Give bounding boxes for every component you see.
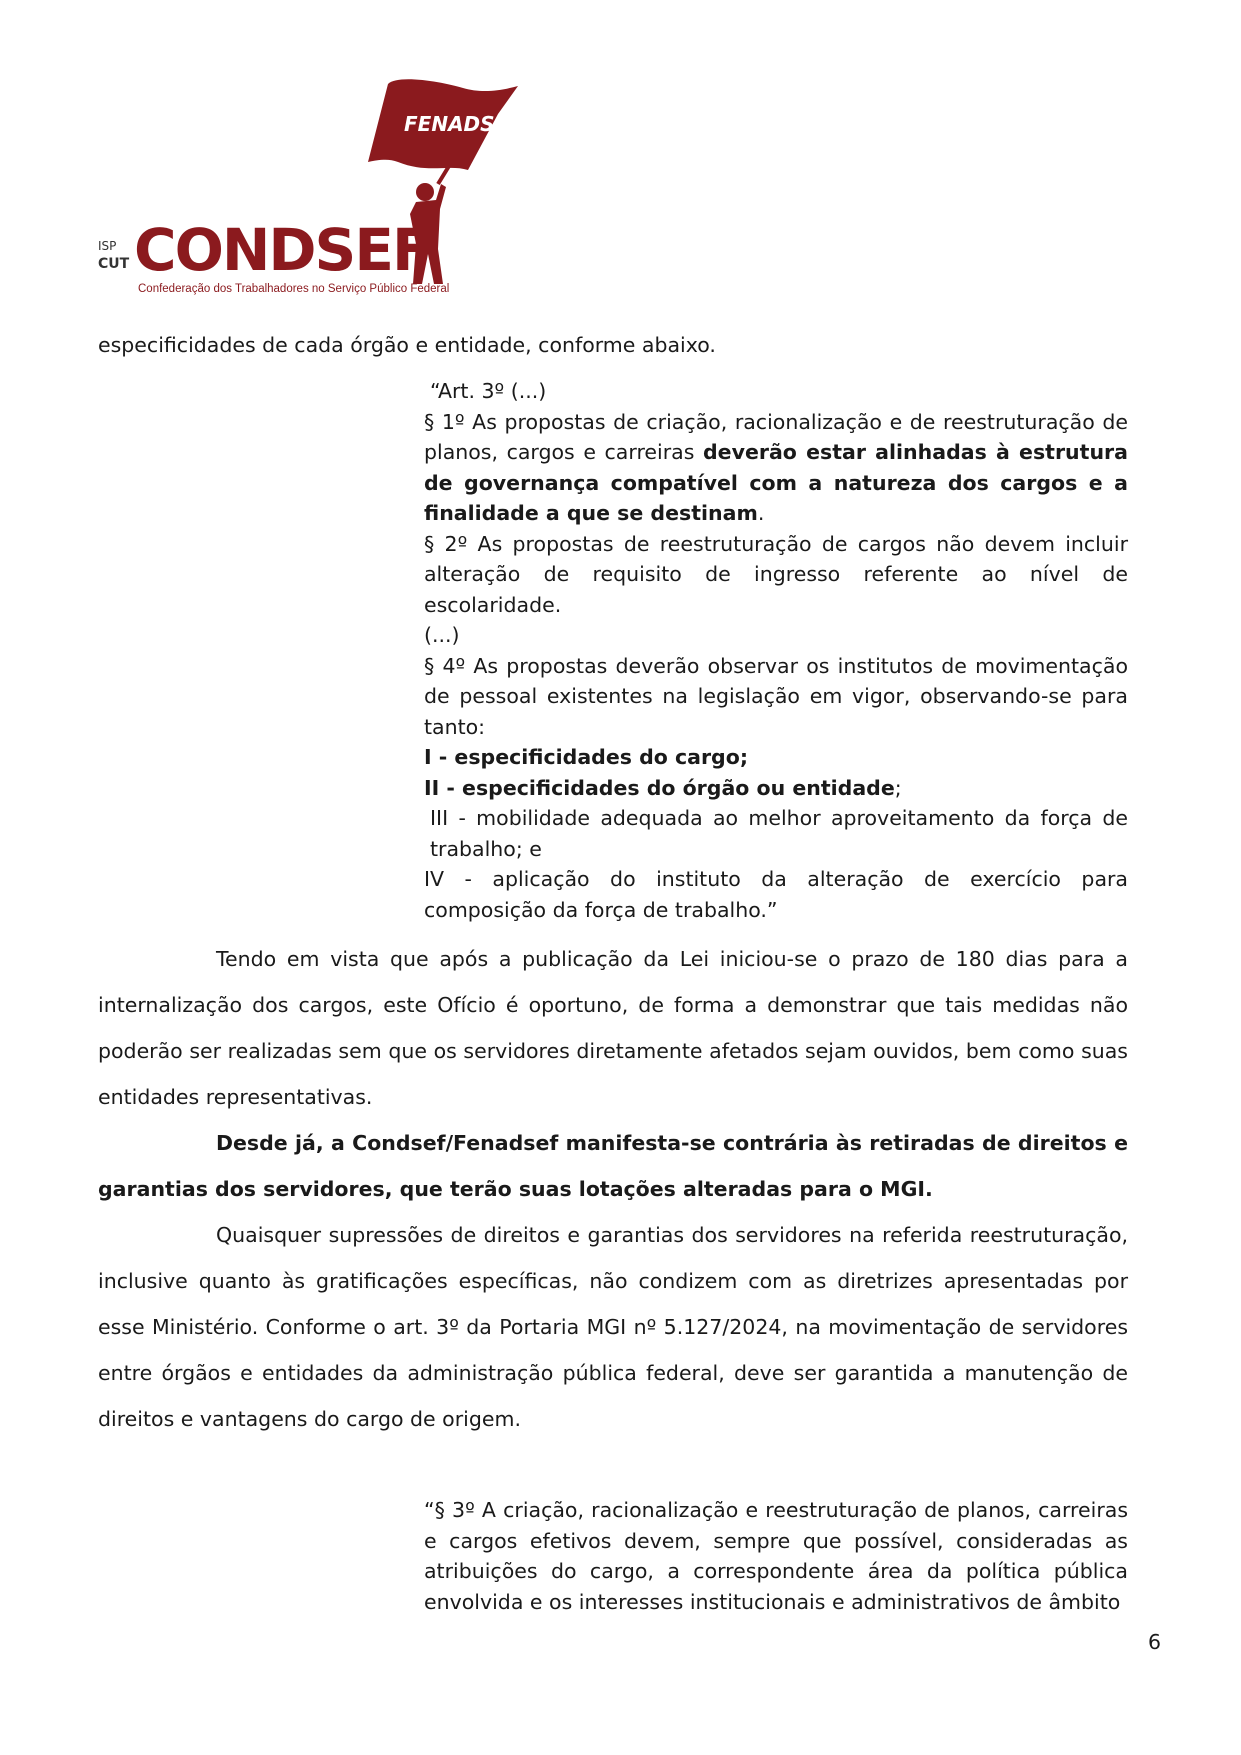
page-number: 6 (1148, 1630, 1162, 1654)
quote-item-4: IV - aplicação do instituto da alteração de exercício para composição da força de trabalho.” (424, 867, 1128, 922)
quote-paragraph-1: § 1º As propostas de criação, racionalização e de reestruturação de planos, cargos e carreiras deverão estar alinhadas à estrutura de governança compatível com a natureza dos cargos e a finalidade a que se destinam. (424, 409, 1128, 525)
body-paragraph-2: Desde já, a Condsef/Fenadsef manifesta-se contrária às retiradas de direitos e garantias dos servidores, que terão suas lotações alteradas para o MGI. (98, 1131, 1128, 1201)
body-paragraph-3: Quaisquer supressões de direitos e garantias dos servidores na referida reestruturação, inclusive quanto às gratificações específicas, não condizem com as diretrizes apresentadas por esse Ministério. Conforme o art. 3º da Portaria MGI nº 5.127/2024, na movimentação de servidores entre órgãos e entidades da administração pública federal, deve ser garantida a manutenção de direitos e vantagens do cargo de origem. (98, 1223, 1128, 1431)
quote-block-paragraph3 (424, 1495, 1128, 1617)
logo-subtitle: Confederação dos Trabalhadores no Serviço Público Federal (138, 283, 450, 295)
body-paragraph-1: Tendo em vista que após a publicação da Lei iniciou-se o prazo de 180 dias para a internalização dos cargos, este Ofício é oportuno, de forma a demonstrar que tais medidas não poderão ser realizadas sem que os servidores diretamente afetados sejam ouvidos, bem como suas entidades representativas. (98, 947, 1128, 1109)
quote2-text: “§ 3º A criação, racionalização e reestruturação de planos, carreiras e cargos efetivos devem, sempre que possível, consideradas as atribuições do cargo, a correspondente área da política pública envolvida e os interesses institucionais e administrativos de âmbito (424, 1498, 1128, 1614)
quote-item-1: I - especificidades do cargo; (424, 745, 749, 769)
logo-cut: CUT (98, 256, 130, 272)
quote-item-3: III - mobilidade adequada ao melhor aproveitamento da força de trabalho; e (430, 806, 1128, 861)
body-text (98, 936, 1128, 1442)
logo-flag-text: FENADSEF (404, 112, 522, 136)
logo-main-text: CONDSEF (134, 216, 430, 284)
logo-isp: ISP (98, 239, 117, 253)
quote-heading: “Art. 3º (...) (430, 379, 547, 403)
quote-paragraph-2: § 2º As propostas de reestruturação de cargos não devem incluir alteração de requisito de ingresso referente ao nível de escolaridade. (424, 531, 1128, 617)
quote-item-2: II - especificidades do órgão ou entidade; (424, 775, 902, 800)
quote-ellipsis: (...) (424, 623, 460, 647)
quote-paragraph-4: § 4º As propostas deverão observar os institutos de movimentação de pessoal existentes na legislação em vigor, observando-se para tanto: (424, 653, 1128, 739)
quote-block-art3 (424, 376, 1128, 925)
lead-paragraph: especificidades de cada órgão e entidade, conforme abaixo. (98, 333, 716, 357)
condsef-fenadsef-logo (98, 74, 538, 304)
